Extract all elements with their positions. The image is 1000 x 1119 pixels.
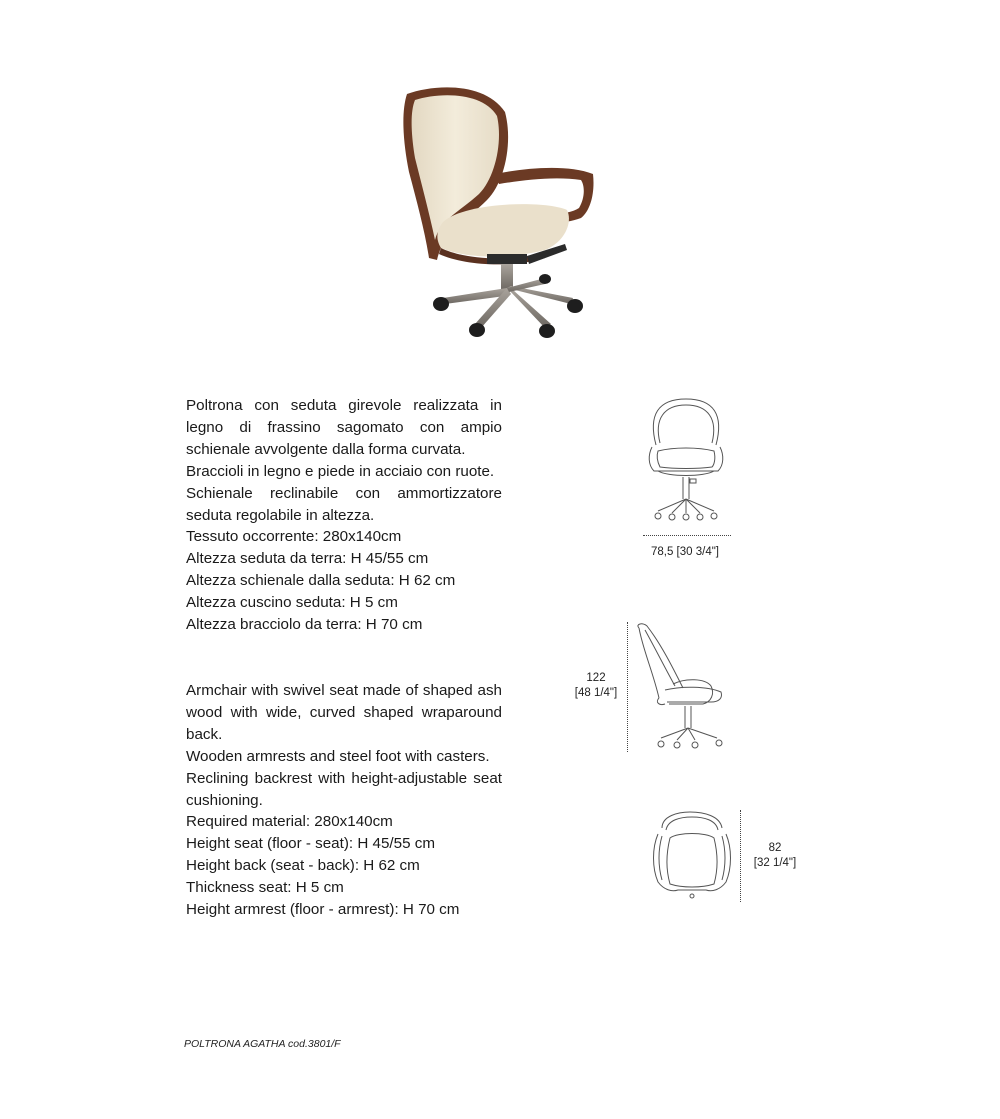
description-line: Thickness seat: H 5 cm <box>186 879 344 897</box>
chair-product-image <box>395 82 595 344</box>
height-value: 122 <box>586 672 606 684</box>
depth-dimension-line <box>740 810 741 902</box>
description-line: Height back (seat - back): H 62 cm <box>186 857 420 875</box>
description-line: Schienale reclinabile con ammortizzatore seduta regolabile in altezza. <box>186 484 502 524</box>
description-line: Reclining backrest with height-adjustable seat cushioning. <box>186 769 502 809</box>
description-line: Wooden armrests and steel foot with casters. <box>186 747 490 765</box>
description-line: Armchair with swivel seat made of shaped ash wood with wide, curved shaped wraparound back. <box>186 682 502 743</box>
front-view-drawing <box>638 395 734 530</box>
side-view-drawing <box>625 620 730 755</box>
description-english <box>186 680 502 921</box>
product-name: POLTRONA AGATHA <box>184 1038 286 1050</box>
description-line: Altezza seduta da terra: H 45/55 cm <box>186 550 429 568</box>
description-line: Altezza bracciolo da terra: H 70 cm <box>186 616 423 634</box>
description-line: Required material: 280x140cm <box>186 813 393 831</box>
height-dimension-line <box>627 622 628 752</box>
product-code: cod.3801/F <box>288 1038 341 1050</box>
height-dimension-label <box>566 671 626 701</box>
depth-dimension-label <box>748 841 802 871</box>
description-line: Poltrona con seduta girevole realizzata in legno di frassino sagomato con ampio schienale avvolgente dalla forma curvata. <box>186 397 502 458</box>
description-line: Height armrest (floor - armrest): H 70 cm <box>186 901 460 919</box>
width-dimension-line <box>643 535 731 536</box>
top-view-drawing <box>648 808 748 904</box>
description-line: Tessuto occorrente: 280x140cm <box>186 528 402 546</box>
width-dimension-label: 78,5 [30 3/4"] <box>650 546 720 558</box>
description-line: Braccioli in legno e piede in acciaio con ruote. <box>186 462 495 480</box>
product-footer <box>184 1038 341 1050</box>
depth-value: 82 <box>768 842 782 854</box>
description-line: Height seat (floor - seat): H 45/55 cm <box>186 835 436 853</box>
depth-inches: [32 1/4"] <box>753 857 797 869</box>
description-italian <box>186 395 502 636</box>
description-line: Altezza cuscino seduta: H 5 cm <box>186 594 398 612</box>
description-line: Altezza schienale dalla seduta: H 62 cm <box>186 572 456 590</box>
height-inches: [48 1/4"] <box>574 687 618 699</box>
